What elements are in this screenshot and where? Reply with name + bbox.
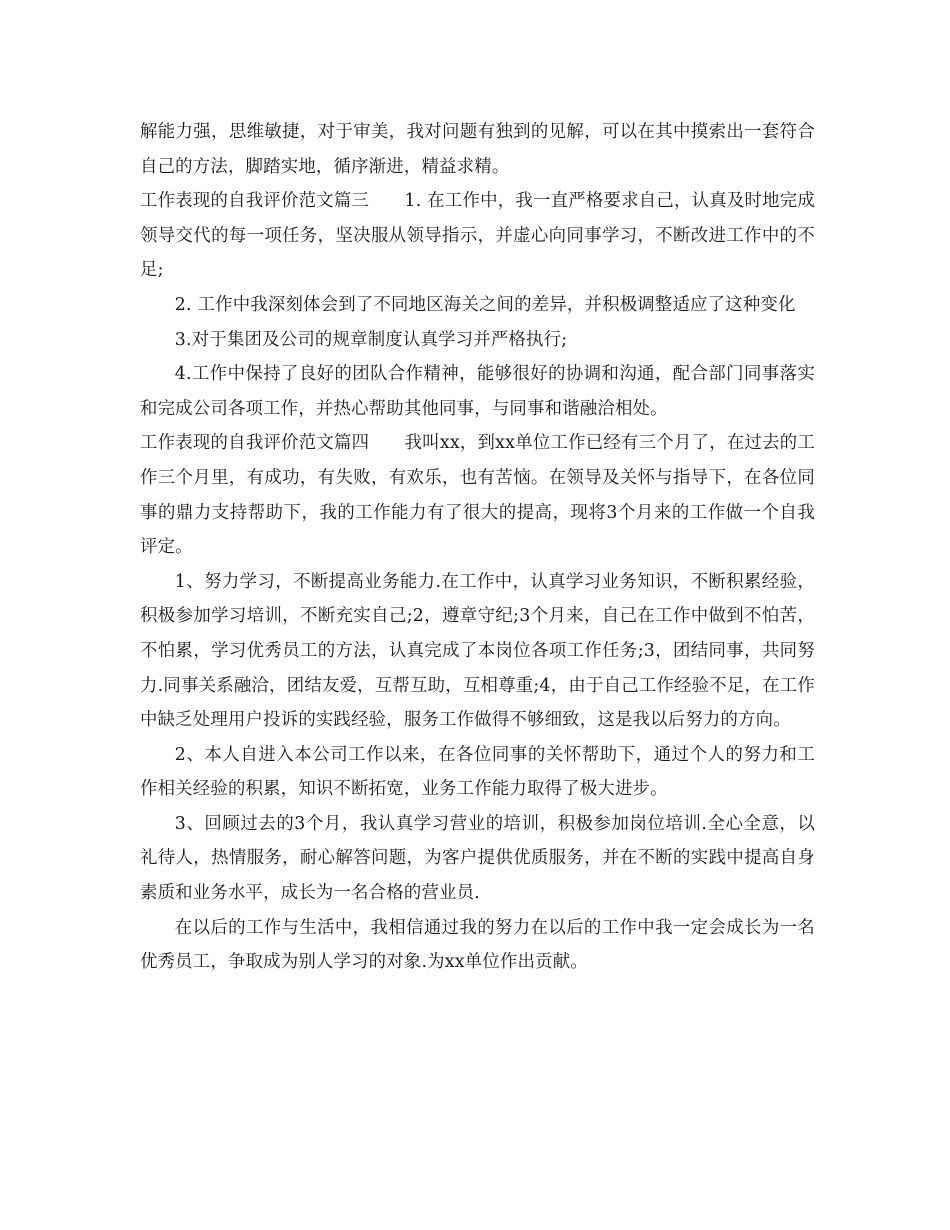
paragraph-article-four: 工作表现的自我评价范文篇四 我叫xx，到xx单位工作已经有三个月了，在过去的工作三个月里，有成功，有失败，有欢乐，也有苦恼。在领导及关怀与指导下，在各位同事的鼎力支持帮助下，我的工作能力有了很大的提高，现将3个月来的工作做一个自我评定。 <box>140 433 815 558</box>
paragraph-continuation: 解能力强，思维敏捷，对于审美，我对问题有独到的见解，可以在其中摸索出一套符合自己的方法，脚踏实地，循序渐进，精益求精。 <box>140 122 815 177</box>
paragraph-article-three: 工作表现的自我评价范文篇三 1. 在工作中，我一直严格要求自己，认真及时地完成领导交代的每一项任务，坚决服从领导指示，并虚心向同事学习，不断改进工作中的不足; <box>140 191 815 281</box>
paragraph-item-2: 2. 工作中我深刻体会到了不同地区海关之间的差异，并积极调整适应了这种变化 <box>174 294 796 315</box>
document-body <box>140 115 815 980</box>
paragraph-item-4: 4.工作中保持了良好的团队合作精神，能够很好的协调和沟通，配合部门同事落实和完成公司各项工作，并热心帮助其他同事，与同事和谐融洽相处。 <box>140 364 815 419</box>
paragraph-point-2: 2、本人自进入本公司工作以来，在各位同事的关怀帮助下，通过个人的努力和工作相关经验的积累，知识不断拓宽，业务工作能力取得了极大进步。 <box>140 744 815 800</box>
paragraph-item-3: 3.对于集团及公司的规章制度认真学习并严格执行; <box>174 329 568 350</box>
paragraph-point-1: 1、努力学习，不断提高业务能力.在工作中，认真学习业务知识，不断积累经验，积极参加学习培训，不断充实自己;2，遵章守纪;3个月来，自己在工作中做到不怕苦，不怕累，学习优秀员工的方法，认真完成了本岗位各项工作任务;3，团结同事，共同努力.同事关系融洽，团结友爱，互帮互助，互相尊重;4，由于自己工作经验不足，在工作中缺乏处理用户投诉的实践经验，服务工作做得不够细致，这是我以后努力的方向。 <box>140 571 815 731</box>
paragraph-conclusion: 在以后的工作与生活中，我相信通过我的努力在以后的工作中我一定会成长为一名优秀员工，争取成为别人学习的对象.为xx单位作出贡献。 <box>140 917 815 973</box>
paragraph-point-3: 3、回顾过去的3个月，我认真学习营业的培训，积极参加岗位培训.全心全意，以礼待人，热情服务，耐心解答问题，为客户提供优质服务，并在不断的实践中提高自身素质和业务水平，成长为一名合格的营业员. <box>140 813 815 904</box>
